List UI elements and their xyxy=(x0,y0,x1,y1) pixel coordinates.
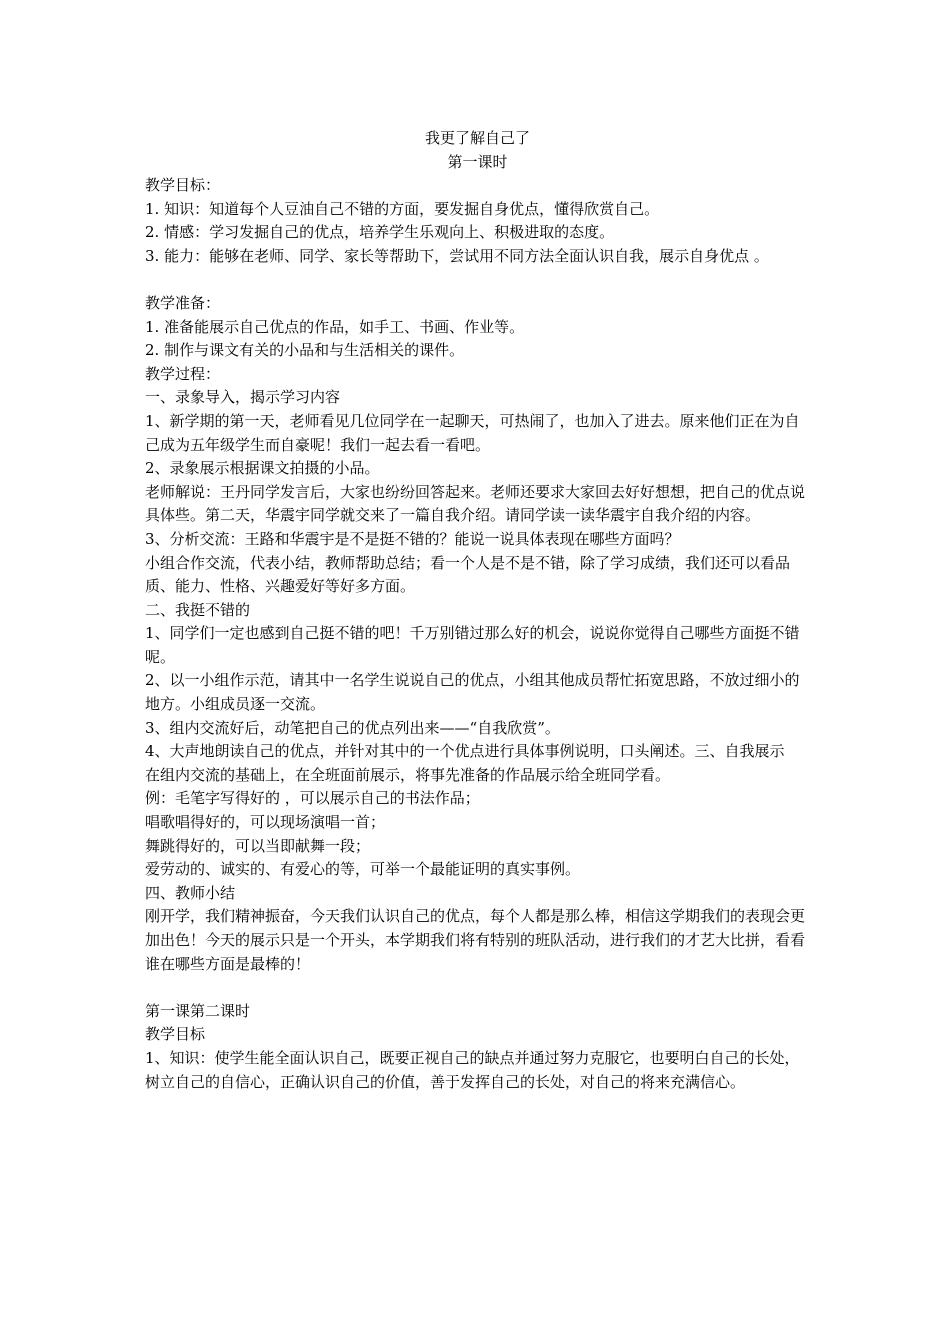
document-page xyxy=(145,126,810,1094)
lesson-subtitle: 第一课时 xyxy=(447,153,508,171)
paragraph-line: 唱歌唱得好的，可以现场演唱一首； xyxy=(145,813,386,832)
paragraph-line: 一、录象导入，揭示学习内容 xyxy=(145,388,341,407)
paragraph-line: 教学过程： xyxy=(145,364,221,383)
paragraph-line: 4、大声地朗读自己的优点，并针对其中的一个优点进行具体事例说明，口头阐述。三、自我展示 xyxy=(145,742,785,761)
paragraph-line: 在组内交流的基础上，在全班面前展示，将事先准备的作品展示给全班同学看。 xyxy=(145,765,671,784)
paragraph-line: 二、我挺不错的 xyxy=(145,600,251,619)
paragraph-line: 教学准备： xyxy=(145,293,221,312)
paragraph-line: 3、分析交流：王路和华震宇是不是挺不错的？能说一说具体表现在哪些方面吗？ xyxy=(145,529,680,548)
paragraph-line: 小组合作交流，代表小结，教师帮助总结；看一个人是不是不错，除了学习成绩，我们还可以看品质、能力、性格、兴趣爱好等好多方面。 xyxy=(145,553,791,596)
document-body xyxy=(145,174,810,1094)
paragraph-line: 教学目标： xyxy=(145,176,221,194)
paragraph-line: 1、知识：使学生能全面认识自己，既要正视自己的缺点并通过努力克服它，也要明白自己的长处，树立自己的自信心，正确认识自己的价值，善于发挥自己的长处，对自己的将来充满信心。 xyxy=(145,1048,800,1091)
paragraph-line: 1. 准备能展示自己优点的作品，如手工、书画、作业等。 xyxy=(145,317,525,336)
blank-line xyxy=(145,268,810,292)
paragraph-line: 四、教师小结 xyxy=(145,883,236,902)
paragraph-line: 爱劳动的、诚实的、有爱心的等，可举一个最能证明的真实事例。 xyxy=(145,860,581,879)
paragraph-line: 教学目标 xyxy=(145,1025,206,1044)
paragraph-line: 第一课第二课时 xyxy=(145,1001,251,1020)
paragraph-line: 3、组内交流好后，动笔把自己的优点列出来——“自我欣赏”。 xyxy=(145,718,560,737)
paragraph-line: 刚开学，我们精神振奋，今天我们认识自己的优点，每个人都是那么棒，相信这学期我们的表现会更加出色！今天的展示只是一个开头，本学期我们将有特别的班队活动，进行我们的才艺大比拼，看看谁在哪些方面是最棒的！ xyxy=(145,907,806,973)
paragraph-line: 2、录象展示根据课文拍摄的小品。 xyxy=(145,459,380,478)
document-title: 我更了解自己了 xyxy=(424,129,530,147)
paragraph-line: 2. 制作与课文有关的小品和与生活相关的课件。 xyxy=(145,341,465,360)
paragraph-line: 例：毛笔字写得好的 ，可以展示自己的书法作品； xyxy=(145,789,480,808)
paragraph-line: 2、以一小组作示范，请其中一名学生说说自己的优点，小组其他成员帮忙拓宽思路，不放过细小的地方。小组成员逐一交流。 xyxy=(145,671,800,714)
paragraph-line: 1、新学期的第一天，老师看见几位同学在一起聊天，可热闹了，也加入了进去。原来他们正在为自己成为五年级学生而自豪呢！我们一起去看一看吧。 xyxy=(145,411,800,454)
paragraph-line: 1、同学们一定也感到自己挺不错的吧！千万别错过那么好的机会，说说你觉得自己哪些方面挺不错呢。 xyxy=(145,624,800,666)
paragraph-line: 舞跳得好的，可以当即献舞一段； xyxy=(145,836,371,855)
paragraph-line: 2. 情感：学习发掘自己的优点，培养学生乐观向上、积极进取的态度。 xyxy=(145,223,615,242)
blank-line xyxy=(145,976,810,1000)
paragraph-line: 1. 知识：知道每个人豆油自己不错的方面，要发掘自身优点，懂得欣赏自己。 xyxy=(145,199,660,218)
paragraph-line: 老师解说：王丹同学发言后，大家也纷纷回答起来。老师还要求大家回去好好想想，把自己的优点说具体些。第二天，华震宇同学就交来了一篇自我介绍。请同学读一读华震宇自我介绍的内容。 xyxy=(145,482,806,525)
paragraph-line: 3. 能力：能够在老师、同学、家长等帮助下，尝试用不同方法全面认识自我，展示自身优点 。 xyxy=(145,246,769,265)
